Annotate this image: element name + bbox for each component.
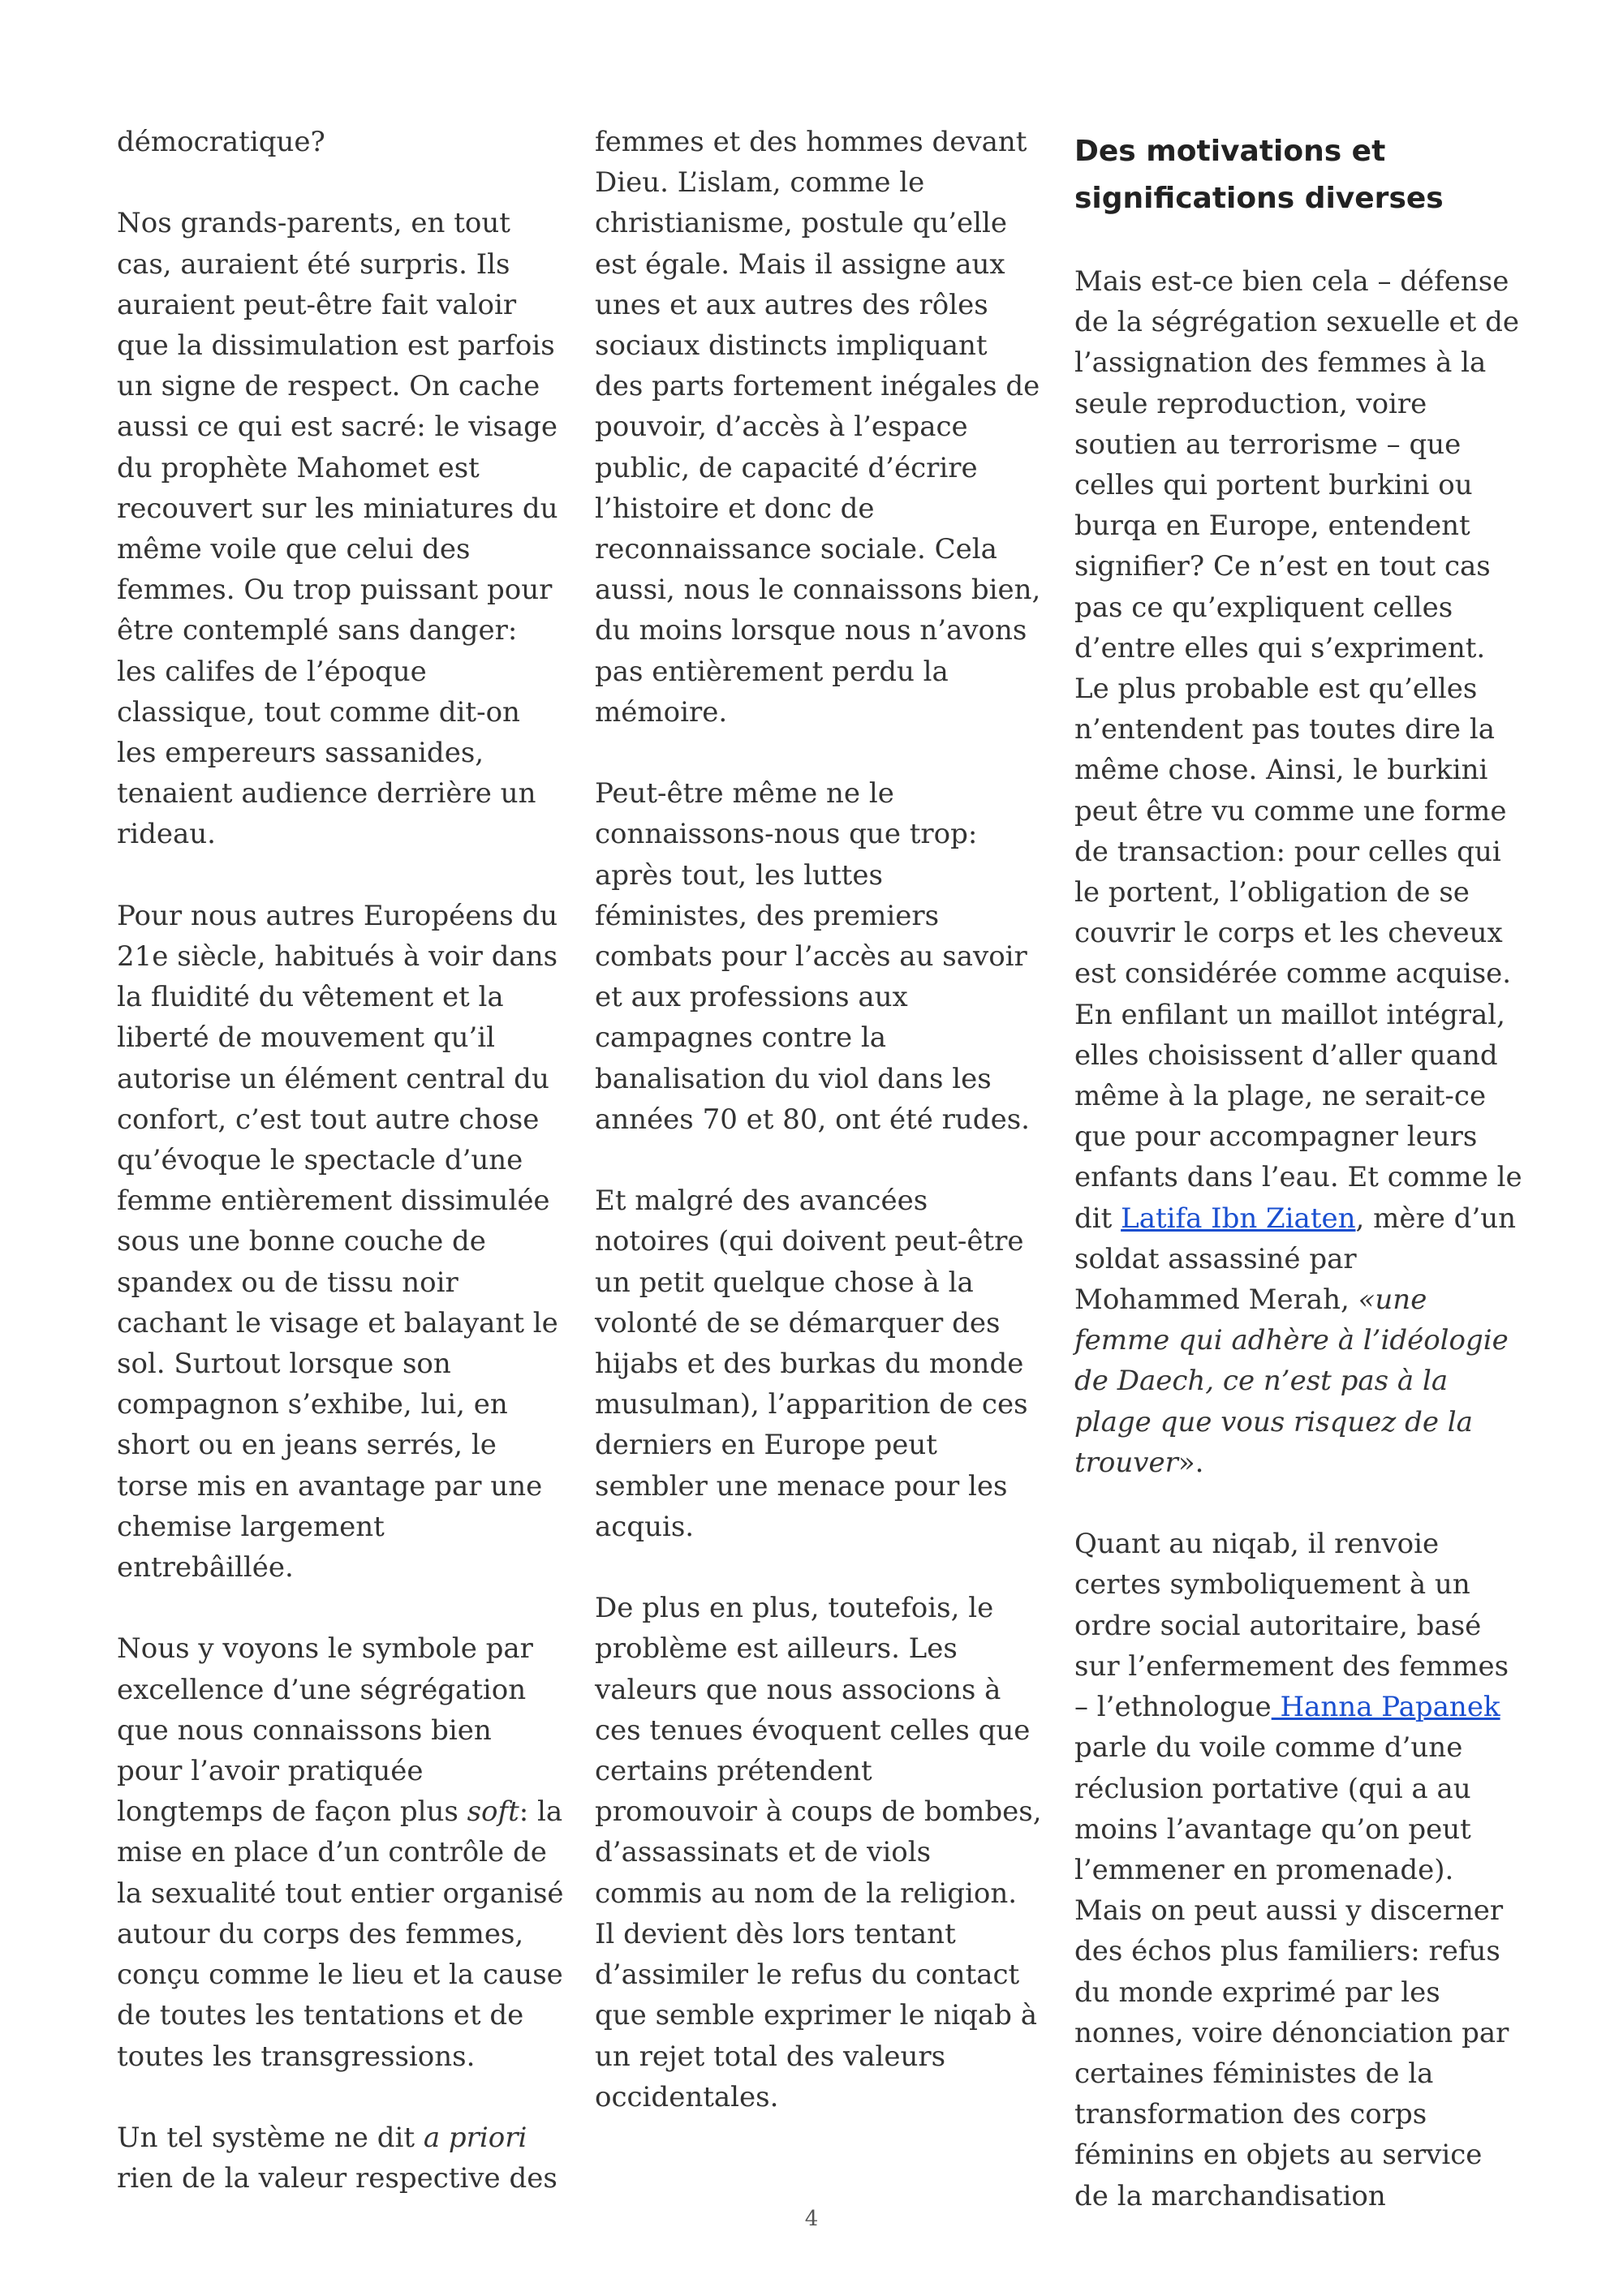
text-line: Mohammed Merah, «une bbox=[1074, 1283, 1427, 1317]
text-line: campagnes contre la bbox=[595, 1021, 887, 1055]
text-line: la sexualité tout entier organisé bbox=[117, 1877, 564, 1910]
text-line: mémoire. bbox=[595, 695, 728, 729]
text-line: que semble exprimer le niqab à bbox=[595, 1999, 1038, 2032]
text-line: reconnaissance sociale. Cela bbox=[595, 533, 997, 566]
text-line: connaissons-nous que trop: bbox=[595, 818, 978, 851]
text-line: burqa en Europe, entendent bbox=[1074, 510, 1470, 543]
text-line: femmes et des hommes devant bbox=[595, 126, 1027, 158]
italic-term: a priori bbox=[423, 2121, 527, 2154]
text-line: femme qui adhère à l’idéologie bbox=[1074, 1324, 1509, 1357]
text-line: derniers en Europe peut bbox=[595, 1429, 937, 1462]
paragraph bbox=[595, 1180, 1049, 1547]
text-line: même à la plage, ne serait-ce bbox=[1074, 1080, 1487, 1113]
paragraph bbox=[117, 122, 571, 162]
text-line: rideau. bbox=[117, 818, 216, 851]
paragraph bbox=[117, 2118, 571, 2199]
text-line: soutien au terrorisme – que bbox=[1074, 428, 1462, 461]
section-heading bbox=[1074, 128, 1537, 222]
text-line: autour du corps des femmes, bbox=[117, 1917, 524, 1950]
paragraph bbox=[595, 122, 1049, 733]
text-line: certes symboliquement à un bbox=[1074, 1568, 1470, 1602]
text-line: hijabs et des burkas du monde bbox=[595, 1348, 1024, 1381]
paragraph bbox=[595, 1588, 1049, 2118]
column-1 bbox=[117, 122, 571, 2199]
text-line: féministes, des premiers bbox=[595, 899, 940, 932]
text-line: certains prétendent bbox=[595, 1755, 872, 1788]
text-line: après tout, les luttes bbox=[595, 858, 883, 892]
text-line: Un tel système ne dit a priori bbox=[117, 2121, 527, 2154]
text-line: volonté de se démarquer des bbox=[595, 1306, 1001, 1339]
text-line: acquis. bbox=[595, 1510, 695, 1543]
text-line: 21e siècle, habitués à voir dans bbox=[117, 940, 558, 974]
text-line: seule reproduction, voire bbox=[1074, 387, 1427, 420]
text-line: commis au nom de la religion. bbox=[595, 1877, 1018, 1910]
text-line: unes et aux autres des rôles bbox=[595, 288, 988, 321]
text-line: short ou en jeans serrés, le bbox=[117, 1429, 497, 1462]
text-line: dit Latifa Ibn Ziaten, mère d’un bbox=[1074, 1202, 1517, 1235]
column-3 bbox=[1074, 122, 1537, 2216]
paragraph bbox=[117, 203, 571, 854]
text-line: l’histoire et donc de bbox=[595, 492, 875, 525]
text-line: femme entièrement dissimulée bbox=[117, 1185, 550, 1218]
text-line: Il devient dès lors tentant bbox=[595, 1917, 956, 1950]
text-line: années 70 et 80, ont été rudes. bbox=[595, 1103, 1030, 1136]
hanna-papanek-link[interactable]: Hanna Papanek bbox=[1271, 1691, 1500, 1724]
text-line: d’assassinats et de viols bbox=[595, 1836, 932, 1869]
text-line: occidentales. bbox=[595, 2080, 779, 2113]
paragraph-lines bbox=[1074, 1727, 1537, 2216]
text-line: Des motivations et bbox=[1074, 135, 1386, 168]
text-line: valeurs que nous associons à bbox=[595, 1673, 1001, 1706]
text-line: de Daech, ce n’est pas à la bbox=[1074, 1365, 1449, 1398]
text-line: même voile que celui des bbox=[117, 533, 471, 566]
text-line: autorise un élément central du bbox=[117, 1062, 549, 1095]
text-line: Pour nous autres Européens du bbox=[117, 899, 558, 932]
text-line: de transaction: pour celles qui bbox=[1074, 835, 1501, 868]
text-line: sembler une menace pour les bbox=[595, 1469, 1008, 1503]
text-line: Le plus probable est qu’elles bbox=[1074, 673, 1478, 706]
text-line: que la dissimulation est parfois bbox=[117, 329, 555, 362]
text-line: promouvoir à coups de bombes, bbox=[595, 1795, 1042, 1829]
text-line: Mais on peut aussi y discerner bbox=[1074, 1894, 1504, 1928]
text-line: sociaux distincts impliquant bbox=[595, 329, 988, 363]
text-line: les califes de l’époque bbox=[117, 655, 427, 688]
paragraph bbox=[1074, 1524, 1537, 2216]
page-number: 4 bbox=[804, 2207, 819, 2231]
text-line: des parts fortement inégales de bbox=[595, 370, 1040, 403]
italic-term: soft bbox=[467, 1795, 519, 1829]
text-line: certaines féministes de la bbox=[1074, 2057, 1434, 2090]
text-line: de la marchandisation bbox=[1074, 2179, 1386, 2212]
text-line: cas, auraient été surpris. Ils bbox=[117, 247, 510, 281]
text-line: être contemplé sans danger: bbox=[117, 614, 518, 647]
text-line: De plus en plus, toutefois, le bbox=[595, 1592, 994, 1625]
text-line: conçu comme le lieu et la cause bbox=[117, 1958, 563, 1992]
text-line: enfants dans l’eau. Et comme le bbox=[1074, 1161, 1522, 1194]
text-line: que pour accompagner leurs bbox=[1074, 1120, 1478, 1154]
text-line: des échos plus familiers: refus bbox=[1074, 1935, 1500, 1968]
text-line: excellence d’une ségrégation bbox=[117, 1673, 527, 1706]
text-line: trouver». bbox=[1074, 1446, 1204, 1479]
paragraph-lines bbox=[117, 1628, 571, 1791]
text-line: celles qui portent burkini ou bbox=[1074, 469, 1473, 502]
text-line: banalisation du viol dans les bbox=[595, 1062, 992, 1095]
text-line: est considérée comme acquise. bbox=[1074, 957, 1512, 991]
text-line: le portent, l’obligation de se bbox=[1074, 876, 1470, 909]
text-line: Quant au niqab, il renvoie bbox=[1074, 1528, 1440, 1561]
text-line: pouvoir, d’accès à l’espace bbox=[595, 411, 968, 444]
text-line: aussi ce qui est sacré: le visage bbox=[117, 411, 558, 444]
quote-lines bbox=[1074, 1320, 1537, 1443]
text-line: soldat assassiné par bbox=[1074, 1242, 1357, 1275]
text-line: couvrir le corps et les cheveux bbox=[1074, 917, 1503, 950]
text-line: spandex ou de tissu noir bbox=[117, 1266, 458, 1299]
text-line: Nos grands-parents, en tout bbox=[117, 207, 510, 240]
text-line: démocratique? bbox=[117, 126, 325, 158]
text-line: l’assignation des femmes à la bbox=[1074, 346, 1487, 380]
text-line: christianisme, postule qu’elle bbox=[595, 207, 1008, 240]
text-line: toutes les transgressions. bbox=[117, 2040, 476, 2073]
text-line: les empereurs sassanides, bbox=[117, 737, 484, 770]
text-line: femmes. Ou trop puissant pour bbox=[117, 574, 553, 607]
latifa-ibn-ziaten-link[interactable]: Latifa Ibn Ziaten bbox=[1121, 1202, 1356, 1235]
text-line: sol. Surtout lorsque son bbox=[117, 1348, 451, 1381]
paragraph-lines bbox=[1074, 1524, 1537, 1687]
text-line: Et malgré des avancées bbox=[595, 1185, 928, 1218]
text-line: Peut-être même ne le bbox=[595, 777, 894, 810]
paragraph bbox=[117, 896, 571, 1588]
text-line: auraient peut-être fait valoir bbox=[117, 288, 517, 321]
text-line: nonnes, voire dénonciation par bbox=[1074, 2016, 1509, 2049]
text-line: que nous connaissons bien bbox=[117, 1713, 492, 1747]
paragraph-lines bbox=[1074, 1239, 1537, 1279]
text-line: ces tenues évoquent celles que bbox=[595, 1713, 1031, 1747]
text-line: de la ségrégation sexuelle et de bbox=[1074, 306, 1520, 339]
paragraph bbox=[595, 773, 1049, 1140]
text-line: plage que vous risquez de la bbox=[1074, 1405, 1473, 1438]
text-line: confort, c’est tout autre chose bbox=[117, 1103, 540, 1136]
text-line: Mais est-ce bien cela – défense bbox=[1074, 265, 1509, 298]
text-line: est égale. Mais il assigne aux bbox=[595, 247, 1005, 281]
text-line: féminins en objets au service bbox=[1074, 2139, 1483, 2172]
text-line: d’entre elles qui s’expriment. bbox=[1074, 631, 1486, 664]
paragraph bbox=[1074, 261, 1537, 1483]
text-line: du moins lorsque nous n’avons bbox=[595, 614, 1027, 647]
text-line: signifier? Ce n’est en tout cas bbox=[1074, 550, 1491, 583]
text-line: ordre social autoritaire, basé bbox=[1074, 1609, 1482, 1642]
text-line: compagnon s’exhibe, lui, en bbox=[117, 1388, 508, 1421]
text-line: significations diverses bbox=[1074, 182, 1444, 215]
paragraph-lines bbox=[117, 1832, 571, 2076]
text-line: torse mis en avantage par une bbox=[117, 1469, 543, 1503]
text-line: classique, tout comme dit-on bbox=[117, 695, 520, 729]
text-line: rien de la valeur respective des bbox=[117, 2162, 558, 2195]
text-line: de toutes les tentations et de bbox=[117, 1999, 524, 2032]
text-line: aussi, nous le connaissons bien, bbox=[595, 574, 1041, 607]
text-line: public, de capacité d’écrire bbox=[595, 451, 978, 484]
text-line: pour l’avoir pratiquée bbox=[117, 1755, 424, 1788]
text-line: qu’évoque le spectacle d’une bbox=[117, 1144, 523, 1177]
text-line: n’entendent pas toutes dire la bbox=[1074, 713, 1495, 746]
text-line: tenaient audience derrière un bbox=[117, 777, 536, 810]
text-line: parle du voile comme d’une bbox=[1074, 1731, 1463, 1765]
text-line: musulman), l’apparition de ces bbox=[595, 1388, 1028, 1421]
text-line: transformation des corps bbox=[1074, 2098, 1427, 2131]
column-2 bbox=[595, 122, 1049, 2118]
text-line: sous une bonne couche de bbox=[117, 1225, 486, 1258]
text-line: sur l’enfermement des femmes bbox=[1074, 1649, 1509, 1683]
text-line: Nous y voyons le symbole par bbox=[117, 1632, 533, 1666]
text-line: cachant le visage et balayant le bbox=[117, 1306, 558, 1339]
text-line: elles choisissent d’aller quand bbox=[1074, 1038, 1498, 1072]
text-line: pas entièrement perdu la bbox=[595, 655, 949, 688]
paragraph-lines bbox=[1074, 261, 1537, 1198]
text-line: longtemps de façon plus soft: la bbox=[117, 1795, 563, 1829]
text-line: l’emmener en promenade). bbox=[1074, 1853, 1454, 1886]
text-line: notoires (qui doivent peut-être bbox=[595, 1225, 1024, 1258]
text-line: combats pour l’accès au savoir bbox=[595, 940, 1027, 974]
text-line: du prophète Mahomet est bbox=[117, 451, 480, 484]
text-line: même chose. Ainsi, le burkini bbox=[1074, 754, 1488, 787]
text-line: du monde exprimé par les bbox=[1074, 1976, 1440, 2009]
text-line: peut être vu comme une forme bbox=[1074, 794, 1507, 828]
text-line: et aux professions aux bbox=[595, 981, 908, 1014]
text-line: problème est ailleurs. Les bbox=[595, 1632, 958, 1666]
text-line: moins l’avantage qu’on peut bbox=[1074, 1812, 1471, 1846]
text-line: d’assimiler le refus du contact bbox=[595, 1958, 1020, 1992]
text-line: recouvert sur les miniatures du bbox=[117, 492, 558, 525]
text-line: liberté de mouvement qu’il bbox=[117, 1021, 496, 1055]
text-line: mise en place d’un contrôle de bbox=[117, 1836, 547, 1869]
text-line: – l’ethnologue Hanna Papanek bbox=[1074, 1691, 1500, 1724]
text-line: réclusion portative (qui a au bbox=[1074, 1772, 1471, 1805]
text-line: un rejet total des valeurs bbox=[595, 2040, 946, 2073]
text-line: pas ce qu’expliquent celles bbox=[1074, 591, 1453, 624]
paragraph bbox=[117, 1628, 571, 2076]
text-line: chemise largement bbox=[117, 1510, 385, 1543]
text-line: entrebâillée. bbox=[117, 1551, 294, 1584]
text-line: Dieu. L’islam, comme le bbox=[595, 166, 925, 200]
text-line: un petit quelque chose à la bbox=[595, 1266, 974, 1299]
text-line: En enfilant un maillot intégral, bbox=[1074, 998, 1505, 1031]
text-line: la fluidité du vêtement et la bbox=[117, 981, 504, 1014]
text-line: un signe de respect. On cache bbox=[117, 370, 540, 403]
